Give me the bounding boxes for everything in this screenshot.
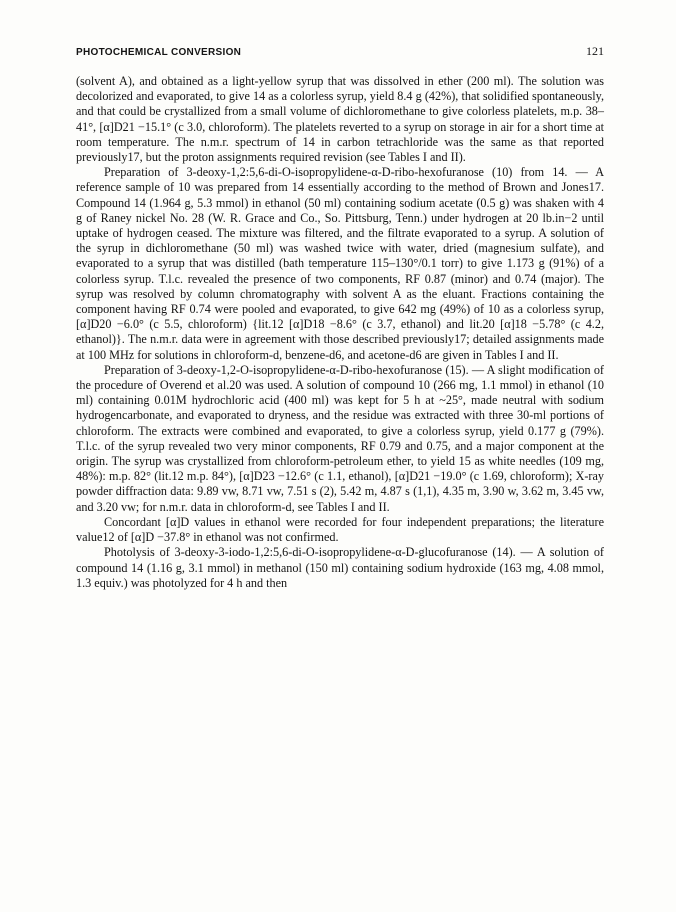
paragraph-concordant: Concordant [α]D values in ethanol were recorded for four independent preparations; the literature value12 of [α]D −37.8° in ethanol was not confirmed.: [76, 514, 604, 545]
page-number: 121: [586, 44, 604, 58]
running-title: PHOTOCHEMICAL CONVERSION: [76, 47, 242, 58]
body-text: [76, 74, 604, 591]
paragraph-continuation: (solvent A), and obtained as a light-yellow syrup that was dissolved in ether (200 ml). The solution was decolorized and evaporated, to give 14 as a colorless syrup, yield 8.4 g (42%), that solidified spontaneously, and that could be crystallized from a small volume of dichloromethane to give colorless platelets, m.p. 38–41°, [α]D21 −15.1° (c 3.0, chloroform). The platelets reverted to a syrup on storage in air for a short time at room temperature. The n.m.r. spectrum of 14 in carbon tetrachloride was the same as that reported previously17, but the proton assignments required revision (see Tables I and II).: [76, 74, 604, 165]
paragraph-preparation-10: Preparation of 3-deoxy-1,2:5,6-di-O-isopropylidene-α-D-ribo-hexofuranose (10) from 14. — A reference sample of 10 was prepared from 14 essentially according to the method of Brown and Jones17. Compound 14 (1.964 g, 5.3 mmol) in ethanol (50 ml) containing sodium acetate (0.5 g) was shaken with 4 g of Raney nickel No. 28 (W. R. Grace and Co., So. Pittsburg, Tenn.) under hydrogen at 20 lb.in−2 until uptake of hydrogen ceased. The mixture was filtered, and the filtrate evaporated to a syrup. A solution of the syrup in dichloromethane (50 ml) was washed twice with water, dried (magnesium sulfate), and evaporated to a syrup that was distilled (bath temperature 115–130°/0.1 torr) to give 1.173 g (91%) of a colorless syrup. T.l.c. revealed the presence of two components, RF 0.87 (minor) and 0.74 (major). The syrup was resolved by column chromatography with solvent A as the eluant. Fractions containing the component having RF 0.74 were pooled and evaporated, to give 642 mg (49%) of 10 as a colorless syrup, [α]D20 −6.0° (c 5.5, chloroform) {lit.12 [α]D18 −8.6° (c 3.7, ethanol) and lit.20 [α]18 −5.78° (c 4.2, ethanol)}. The n.m.r. data were in agreement with those described previously17; detailed assignments made at 100 MHz for solutions in chloroform-d, benzene-d6, and acetone-d6 are given in Tables I and II.: [76, 165, 604, 362]
paragraph-preparation-15: Preparation of 3-deoxy-1,2-O-isopropylidene-α-D-ribo-hexofuranose (15). — A slight modification of the procedure of Overend et al.20 was used. A solution of compound 10 (266 mg, 1.1 mmol) in ethanol (10 ml) containing 0.01M hydrochloric acid (400 ml) was kept for 5 h at ~25°, made neutral with sodium hydrogencarbonate, and evaporated to dryness, and the residue was extracted with three 30-ml portions of chloroform. The extracts were combined and evaporated, to give a colorless syrup, yield 0.177 g (79%). T.l.c. of the syrup revealed two very minor components, RF 0.79 and 0.75, and a major component at the origin. The syrup was crystallized from chloroform-petroleum ether, to yield 15 as white needles (109 mg, 48%): m.p. 82° (lit.12 m.p. 84°), [α]D23 −12.6° (c 1.1, ethanol), [α]D21 −19.0° (c 1.69, chloroform); X-ray powder diffraction data: 9.89 vw, 8.71 vw, 7.51 s (2), 5.42 m, 4.87 s (1,1), 4.35 m, 3.90 w, 3.62 m, 3.45 vw, and 3.20 vw; for n.m.r. data in chloroform-d, see Tables I and II.: [76, 362, 604, 514]
running-head: [76, 44, 604, 59]
paragraph-photolysis: Photolysis of 3-deoxy-3-iodo-1,2:5,6-di-O-isopropylidene-α-D-glucofuranose (14). — A solution of compound 14 (1.16 g, 3.1 mmol) in methanol (150 ml) containing sodium hydroxide (163 mg, 4.08 mmol, 1.3 equiv.) was photolyzed for 4 h and then: [76, 545, 604, 590]
